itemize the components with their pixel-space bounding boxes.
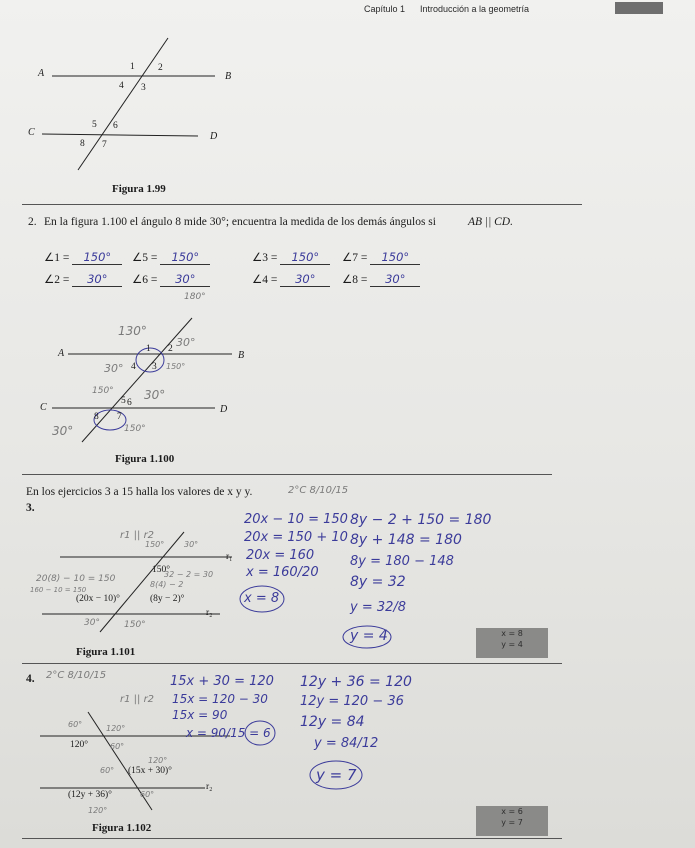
answer-angle-1: ∠1 = 150° bbox=[44, 250, 122, 265]
angle-1: 1 bbox=[130, 62, 135, 72]
label-B: B bbox=[225, 71, 232, 82]
line-CD bbox=[42, 134, 198, 136]
answer-sticker-3: x = 8 y = 4 bbox=[476, 628, 548, 658]
parallel-note: r1 || r2 bbox=[120, 530, 155, 541]
answer-angle-7: ∠7 = 150° bbox=[342, 250, 420, 265]
low-expression: (12y + 36)° bbox=[68, 790, 112, 800]
chapter-title: Introducción a la geometría bbox=[420, 4, 530, 14]
divider bbox=[22, 663, 562, 664]
note-60d: 60° bbox=[140, 790, 155, 799]
angle-7: 7 bbox=[117, 412, 122, 422]
transversal bbox=[78, 38, 168, 170]
work-y-5: y = 32/8 bbox=[350, 600, 407, 615]
note-30d: 30° bbox=[52, 424, 74, 438]
answer-angle-7-value: 150° bbox=[370, 250, 420, 265]
angle-120-label: 120° bbox=[70, 740, 89, 750]
answer-angle-4: ∠4 = 30° bbox=[252, 272, 330, 287]
work-y-answer: y = 7 bbox=[316, 766, 357, 784]
angle-5: 5 bbox=[121, 396, 126, 406]
figure-1-101 bbox=[42, 532, 391, 648]
chapter-label: Capítulo 1 bbox=[364, 4, 406, 14]
label-D: D bbox=[220, 404, 228, 415]
mid-expression: (15x + 30)° bbox=[128, 766, 172, 776]
label-C: C bbox=[40, 402, 47, 413]
work-y-3: 12y = 84 bbox=[300, 714, 365, 730]
label-A: A bbox=[58, 348, 65, 359]
work-y-4: y = 84/12 bbox=[314, 736, 379, 751]
exercise-4-number: 4. bbox=[26, 673, 35, 685]
note-30a: 30° bbox=[176, 336, 196, 349]
angle-1: 1 bbox=[146, 344, 151, 354]
exercise-2-text: En la figura 1.100 el ángulo 8 mide 30°; encuentra la medida de los demás ángulos si bbox=[44, 216, 436, 228]
figure-1-102-caption: Figura 1.102 bbox=[92, 822, 152, 834]
note-120c: 120° bbox=[88, 806, 108, 815]
answer-angle-3-value: 150° bbox=[280, 250, 330, 265]
right-expression: (8y − 2)° bbox=[150, 594, 185, 604]
figure-1-101-caption: Figura 1.101 bbox=[76, 646, 136, 658]
r2-label: r₂ bbox=[206, 608, 213, 618]
angle-3: 3 bbox=[152, 362, 157, 372]
angle-4: 4 bbox=[119, 81, 124, 91]
exercise-2-number: 2. bbox=[28, 216, 37, 228]
note-60c: 60° bbox=[100, 766, 115, 775]
work-x-1: 20x − 10 = 150 bbox=[244, 512, 348, 527]
angle-8: 8 bbox=[94, 412, 99, 422]
note-150-bottom: 150° bbox=[124, 620, 146, 630]
answer-angle-4-value: 30° bbox=[280, 272, 330, 287]
work-x-4: x = 160/20 bbox=[246, 565, 319, 580]
note-60a: 60° bbox=[68, 720, 83, 729]
work-x-answer: x = 90/15 = 6 bbox=[186, 726, 271, 740]
check-x-result: 160 − 10 = 150 bbox=[30, 586, 87, 594]
label-B: B bbox=[238, 350, 245, 361]
work-y-4: 8y = 32 bbox=[350, 574, 406, 590]
note-120a: 120° bbox=[106, 724, 126, 733]
left-expression: (20x − 10)° bbox=[76, 594, 120, 604]
work-y-3: 8y = 180 − 148 bbox=[350, 554, 454, 569]
note-130: 130° bbox=[118, 324, 147, 338]
answer-angle-5-value: 150° bbox=[160, 250, 210, 265]
answer-angle-5: ∠5 = 150° bbox=[132, 250, 210, 265]
answer-angle-3: ∠3 = 150° bbox=[252, 250, 330, 265]
r2-label-4: r₂ bbox=[206, 782, 213, 792]
angle-2: 2 bbox=[158, 63, 163, 73]
work-y-2: 12y = 120 − 36 bbox=[300, 694, 404, 709]
work-x-2: 20x = 150 + 10 bbox=[244, 530, 348, 545]
label-C: C bbox=[28, 127, 35, 138]
answer-angle-8: ∠8 = 30° bbox=[342, 272, 420, 287]
work-y-1: 12y + 36 = 120 bbox=[300, 674, 412, 690]
angle-150-label: 150° bbox=[152, 565, 171, 575]
work-y-2: 8y + 148 = 180 bbox=[350, 532, 462, 548]
angle-6: 6 bbox=[113, 121, 118, 131]
work-x-1: 15x + 30 = 120 bbox=[170, 674, 274, 689]
label-A: A bbox=[38, 68, 45, 79]
answer-angle-8-value: 30° bbox=[370, 272, 420, 287]
angle-5: 5 bbox=[92, 120, 97, 130]
answer-angle-1-value: 150° bbox=[72, 250, 122, 265]
note-60b: 60° bbox=[110, 742, 125, 751]
label-D: D bbox=[210, 131, 218, 142]
work-x-2: 15x = 120 − 30 bbox=[172, 692, 268, 706]
answer-sticker-4: x = 6 y = 7 bbox=[476, 806, 548, 836]
note-150c: 150° bbox=[124, 424, 146, 434]
note-180: 180° bbox=[184, 292, 206, 302]
exercises-intro: En los ejercicios 3 a 15 halla los valores de x y y. bbox=[26, 486, 253, 498]
answer-angle-2: ∠2 = 30° bbox=[44, 272, 122, 287]
parallel-note-4: r1 || r2 bbox=[120, 694, 155, 705]
angle-2: 2 bbox=[168, 344, 173, 354]
note-30c: 30° bbox=[144, 388, 166, 402]
note-30b: 30° bbox=[104, 362, 124, 375]
note-150-top: 150° bbox=[145, 540, 165, 549]
exercise-3-number: 3. bbox=[26, 502, 35, 514]
note-30-bottom: 30° bbox=[84, 618, 100, 628]
work-x-3: 15x = 90 bbox=[172, 708, 228, 722]
answer-angle-6-value: 30° bbox=[160, 272, 210, 287]
work-x-3: 20x = 160 bbox=[246, 548, 315, 563]
r1-label: r₁ bbox=[226, 552, 233, 562]
figure-1-99-caption: Figura 1.99 bbox=[112, 183, 166, 195]
angle-7: 7 bbox=[102, 140, 107, 150]
date-note-4: 2°C 8/10/15 bbox=[46, 670, 107, 681]
work-x-answer: x = 8 bbox=[244, 591, 280, 606]
exercise-2-condition: AB || CD. bbox=[468, 216, 513, 228]
note-120b: 120° bbox=[148, 756, 168, 765]
note-150a: 150° bbox=[166, 362, 186, 371]
note-30-top: 30° bbox=[184, 540, 199, 549]
check-x: 20(8) − 10 = 150 bbox=[36, 574, 116, 584]
angle-6: 6 bbox=[127, 398, 132, 408]
figure-1-100-caption: Figura 1.100 bbox=[115, 453, 175, 465]
divider bbox=[22, 204, 582, 205]
work-y-answer: y = 4 bbox=[350, 628, 388, 644]
angle-4: 4 bbox=[131, 362, 136, 372]
intro-date-note: 2°C 8/10/15 bbox=[288, 485, 349, 496]
angle-3: 3 bbox=[141, 83, 146, 93]
note-150b: 150° bbox=[92, 386, 114, 396]
answer-angle-2-value: 30° bbox=[72, 272, 122, 287]
divider bbox=[22, 474, 552, 475]
figure-1-99 bbox=[42, 38, 218, 170]
answer-angle-6: ∠6 = 30° bbox=[132, 272, 210, 287]
check-y: 8(4) − 2 bbox=[150, 580, 184, 589]
divider bbox=[22, 838, 562, 839]
angle-8: 8 bbox=[80, 139, 85, 149]
work-y-1: 8y − 2 + 150 = 180 bbox=[350, 512, 492, 528]
check-y-result: 32 − 2 = 30 bbox=[164, 570, 214, 579]
